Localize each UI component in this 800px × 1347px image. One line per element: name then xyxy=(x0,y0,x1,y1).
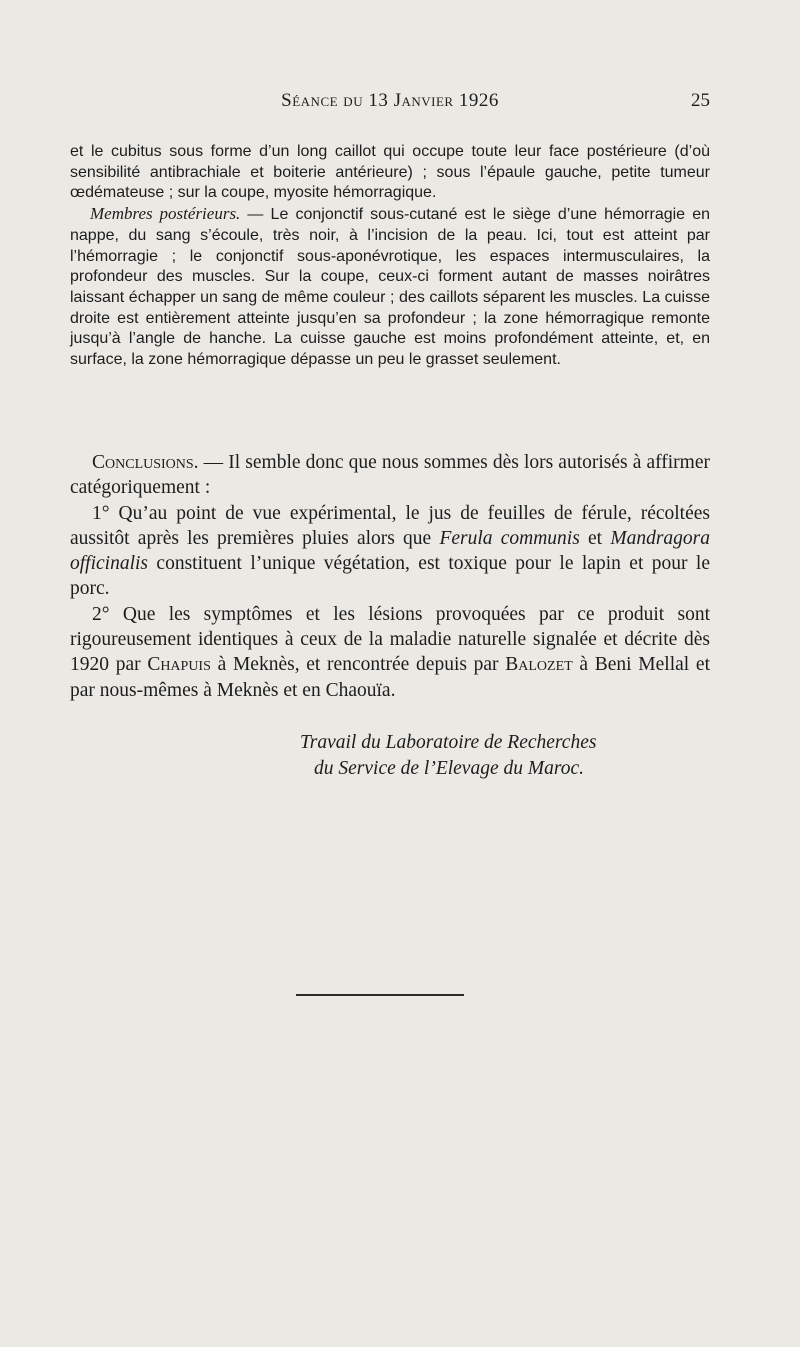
running-title: Séance du 13 Janvier 1926 xyxy=(281,90,499,111)
membres-text: — Le conjonctif sous-cutané est le siège d’une hémorragie en nappe, du sang s’écoule, très noir, à l’incision de la peau. Ici, tout est atteint par l’hémorragie ; le conjonctif sous-aponévrotique, les espaces intermusculaires, la profondeur des muscles. Sur la coupe, ceux-ci forment autant de masses noirâtres laissant échapper un sang de même couleur ; des caillots séparent les muscles. La cuisse droite est entièrement atteinte jusqu’en sa profondeur ; la zone hémorragique remonte jusqu’à l’angle de hanche. La cuisse gauche est moins profondément atteinte, et, en surface, la zone hémorragique dépasse un peu le grasset seulement. xyxy=(70,206,710,369)
signature-line-1: Travail du Laboratoire de Recherches xyxy=(300,732,597,753)
upper-text-block xyxy=(70,142,710,371)
author-chapuis: Chapuis xyxy=(147,654,211,676)
point-2-text: 2° Que les symptômes et les lésions provoquées par ce produit sont rigoureusement identiques à ceux de la maladie naturelle signalée et décrite dès 1920 par xyxy=(70,603,710,676)
conclusions-intro: — Il semble donc que nous sommes dès lors autorisés à affirmer catégoriquement : xyxy=(70,452,710,499)
point-1-text: 1° Qu’au point de vue expérimental, le jus de feuilles de férule, récoltées aussitôt après les premières pluies alors que xyxy=(70,502,710,549)
point-2-middle: à Meknès, et rencontrée depuis par xyxy=(210,654,506,676)
point-1-end: constituent l’unique végétation, est toxique pour le lapin et pour le porc. xyxy=(70,553,710,600)
ferula-name: Ferula communis xyxy=(439,527,580,549)
signature-block xyxy=(300,730,710,782)
conclusions-label: Conclusions. xyxy=(92,452,199,473)
page-number: 25 xyxy=(691,90,710,111)
conclusion-point-2 xyxy=(70,602,710,703)
point-2-end: à Beni Mellal et par nous-mêmes à Meknès et en Chaouïa. xyxy=(70,654,710,701)
mandragora-name: Mandragora officinalis xyxy=(70,527,710,575)
point-1-and: et xyxy=(579,527,611,549)
section-divider xyxy=(296,994,464,996)
signature-line-2: du Service de l’Elevage du Maroc. xyxy=(314,758,585,779)
paragraph-continuation: et le cubitus sous forme d’un long caillot qui occupe toute leur face postérieure (d’où sensibilité antibrachiale et boiterie antérieure) ; sous l’épaule gauche, petite tumeur œdémateuse ; sur la coupe, myosite hémorragique. xyxy=(70,143,710,202)
page-header xyxy=(70,90,710,116)
conclusions-intro-paragraph xyxy=(70,450,710,501)
conclusion-point-1 xyxy=(70,501,710,602)
paragraph-membres-posterieurs xyxy=(70,204,710,371)
author-balozet: Balozet xyxy=(505,654,573,676)
membres-heading: Membres postérieurs. xyxy=(90,204,241,224)
conclusions-block xyxy=(70,450,710,703)
